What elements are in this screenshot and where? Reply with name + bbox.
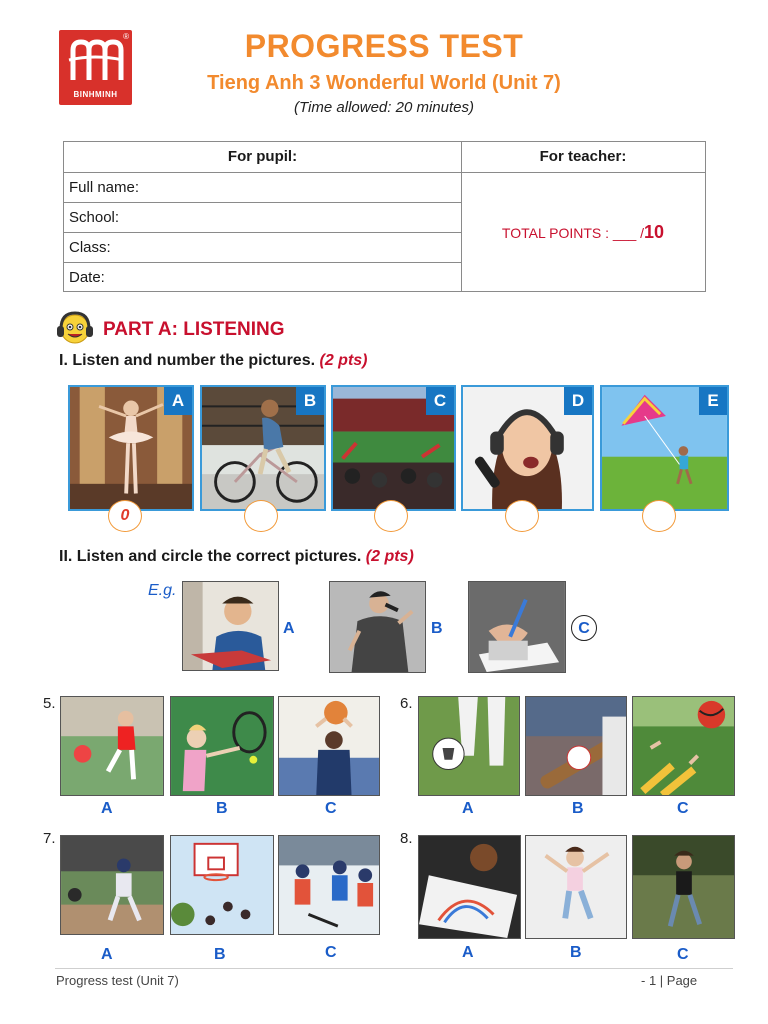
class-field[interactable]: Class: bbox=[64, 233, 461, 263]
picture-c-stadium bbox=[331, 385, 456, 511]
q7-option-a[interactable]: A bbox=[101, 946, 113, 963]
q7-picture-b-basketball-hoop bbox=[170, 835, 274, 935]
q8-option-c[interactable]: C bbox=[677, 946, 689, 963]
answer-circle-b[interactable] bbox=[244, 500, 278, 532]
picture-a-ballet bbox=[68, 385, 194, 511]
example-picture-b-singer bbox=[329, 581, 426, 673]
page-title: PROGRESS TEST bbox=[244, 28, 524, 64]
q8-picture-a-drawing bbox=[418, 835, 521, 939]
child-drawing-image bbox=[419, 836, 520, 938]
pupil-header: For pupil: bbox=[64, 142, 461, 173]
q6-option-b[interactable]: B bbox=[572, 800, 584, 817]
example-option-c-circled[interactable]: C bbox=[571, 615, 597, 641]
catching-ball-image bbox=[633, 697, 734, 795]
picture-d-label: D bbox=[564, 387, 592, 415]
q5-option-c[interactable]: C bbox=[325, 800, 337, 817]
q5-option-b[interactable]: B bbox=[216, 800, 228, 817]
registered-mark: ® bbox=[123, 32, 129, 41]
question-8-number: 8. bbox=[400, 830, 413, 847]
q6-picture-b-baseball bbox=[525, 696, 627, 796]
q7-option-b[interactable]: B bbox=[214, 946, 226, 963]
example-picture-a-reading bbox=[182, 581, 279, 671]
picture-d-singing bbox=[461, 385, 594, 511]
q5-option-a[interactable]: A bbox=[101, 800, 113, 817]
picture-e-label: E bbox=[699, 387, 727, 415]
picture-a-label: A bbox=[164, 387, 192, 415]
footer-title: Progress test (Unit 7) bbox=[56, 973, 179, 988]
q8-picture-b-jumping bbox=[525, 835, 627, 939]
q7-picture-a-baseball-batter bbox=[60, 835, 164, 935]
picture-b-cycling bbox=[200, 385, 326, 511]
q5-picture-c-basketball bbox=[278, 696, 380, 796]
question-6-number: 6. bbox=[400, 695, 413, 712]
total-points[interactable] bbox=[461, 222, 705, 243]
full-name-field[interactable]: Full name: bbox=[64, 173, 461, 203]
picture-c-label: C bbox=[426, 387, 454, 415]
school-field[interactable]: School: bbox=[64, 203, 461, 233]
question-7-number: 7. bbox=[43, 830, 56, 847]
example-option-b[interactable]: B bbox=[431, 620, 443, 637]
answer-circle-e[interactable] bbox=[642, 500, 676, 532]
answer-circle-c[interactable] bbox=[374, 500, 408, 532]
headphones-smiley-icon bbox=[56, 309, 94, 347]
girl-jumping-image bbox=[526, 836, 626, 938]
q8-option-b[interactable]: B bbox=[570, 944, 582, 961]
teacher-header: For teacher: bbox=[461, 142, 705, 173]
date-field[interactable]: Date: bbox=[69, 269, 105, 286]
q7-picture-c-ice-hockey bbox=[278, 835, 380, 935]
q1-points: (2 pts) bbox=[319, 352, 368, 369]
basketball-hoop-image bbox=[171, 836, 273, 934]
time-allowed: (Time allowed: 20 minutes) bbox=[294, 99, 474, 116]
example-picture-c-writing bbox=[468, 581, 566, 673]
basketball-shot-image bbox=[279, 697, 379, 795]
q5-picture-a-kicking-ball bbox=[60, 696, 164, 796]
q6-option-a[interactable]: A bbox=[462, 800, 474, 817]
girl-tennis-image bbox=[171, 697, 273, 795]
football-kick-image bbox=[419, 697, 519, 795]
q1-text: I. Listen and number the pictures. bbox=[59, 352, 316, 369]
picture-b-label: B bbox=[296, 387, 324, 415]
question-5-number: 5. bbox=[43, 695, 56, 712]
q6-option-c[interactable]: C bbox=[677, 800, 689, 817]
q6-picture-c-catching-ball bbox=[632, 696, 735, 796]
reading-image bbox=[183, 582, 278, 670]
q7-option-c[interactable]: C bbox=[325, 944, 337, 961]
baseball-bat-image bbox=[526, 697, 626, 795]
girl-kicking-ball-image bbox=[61, 697, 163, 795]
question-2-instruction bbox=[59, 548, 414, 566]
writing-image bbox=[469, 582, 565, 672]
picture-e-kite bbox=[600, 385, 729, 511]
q6-picture-a-football bbox=[418, 696, 520, 796]
page-number: - 1 | Page bbox=[641, 973, 698, 988]
q5-picture-b-tennis bbox=[170, 696, 274, 796]
page-subtitle: Tieng Anh 3 Wonderful World (Unit 7) bbox=[207, 72, 561, 94]
question-1-instruction bbox=[59, 352, 368, 370]
example-label: E.g. bbox=[148, 582, 177, 599]
baseball-batter-image bbox=[61, 836, 163, 934]
q8-picture-c-running bbox=[632, 835, 735, 939]
singer-image bbox=[330, 582, 425, 672]
example-option-a[interactable]: A bbox=[283, 620, 295, 637]
q8-option-a[interactable]: A bbox=[462, 944, 474, 961]
teacher-column bbox=[461, 142, 705, 291]
logo-text: BINHMINH bbox=[73, 90, 118, 99]
footer-divider bbox=[55, 968, 733, 969]
ice-hockey-image bbox=[279, 836, 379, 934]
q2-points: (2 pts) bbox=[365, 548, 414, 565]
girl-running-image bbox=[633, 836, 734, 938]
info-table bbox=[63, 141, 706, 292]
part-a-heading: PART A: LISTENING bbox=[103, 319, 285, 340]
total-points-label: TOTAL POINTS : ___ / bbox=[501, 225, 645, 241]
answer-circle-a[interactable]: 0 bbox=[108, 500, 142, 532]
pupil-column bbox=[64, 142, 462, 291]
answer-circle-d[interactable] bbox=[505, 500, 539, 532]
total-points-max: 10 bbox=[644, 222, 665, 242]
q2-text: II. Listen and circle the correct pictures. bbox=[59, 548, 362, 565]
